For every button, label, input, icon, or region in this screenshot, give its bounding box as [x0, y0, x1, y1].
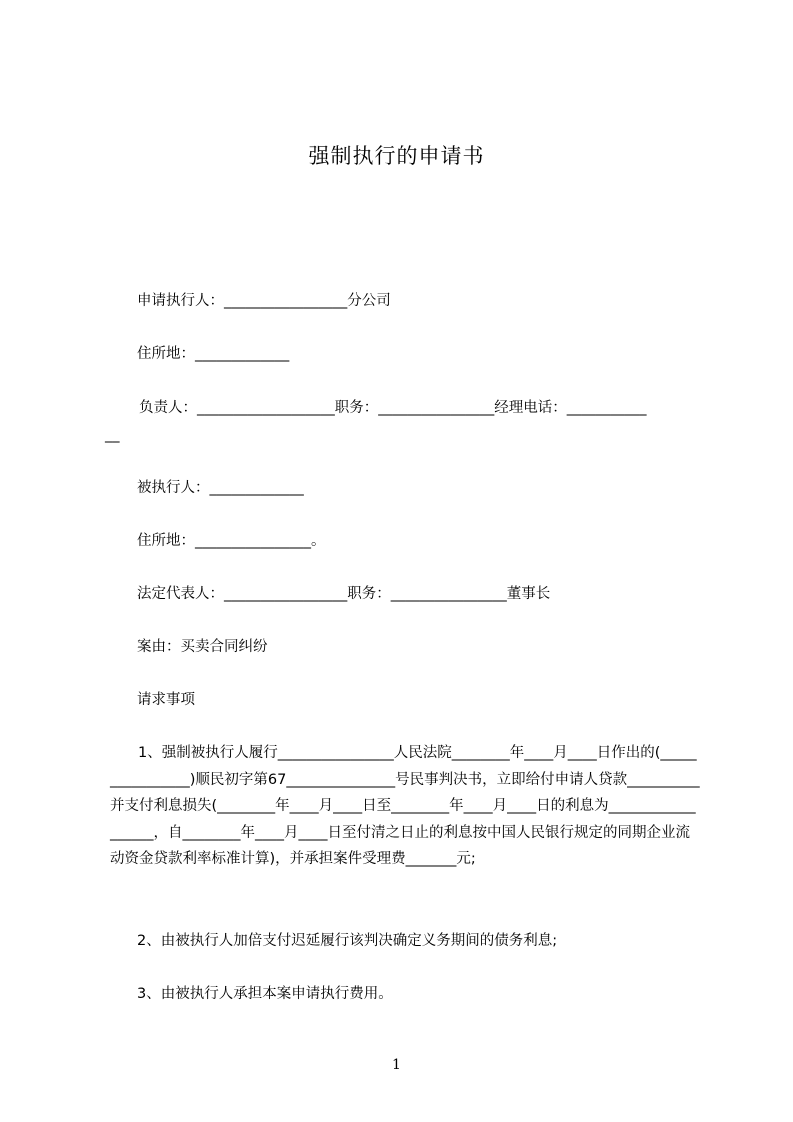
document-title: 强制执行的申请书 [308, 144, 485, 168]
person-in-charge-line: 负责人：___________________职务：________________经理电话：___________ [139, 400, 647, 416]
request-item-1-text: 1、强制被执行人履行________________人民法院________年____月____日作出的(________________)顺民初字第67_______________号民事判决书，立即给付申请人贷款__________并支付利息损失(________年____月____日至________年____月____日的利息为__________________，自________年____月____日至付清之日止的利息按中国人民银行规定的同期企业流动资金贷款利率标准计算)，并承担案件受理费_______元; [110, 745, 700, 867]
request-item-1 [110, 740, 700, 873]
request-item-3: 3、由被执行人承担本案申请执行费用。 [137, 986, 393, 1002]
respondent-address-line: 住所地：________________。 [137, 533, 326, 549]
person-in-charge-line-continued: __ [105, 427, 120, 443]
applicant-address-line: 住所地：_____________ [137, 346, 290, 362]
applicant-line: 申请执行人：_________________分公司 [137, 293, 391, 309]
legal-representative-line: 法定代表人：_________________职务：________________董事长 [137, 586, 551, 602]
respondent-line: 被执行人：_____________ [137, 480, 304, 496]
requests-heading: 请求事项 [137, 692, 195, 708]
page-number: 1 [392, 1057, 401, 1073]
request-item-2: 2、由被执行人加倍支付迟延履行该判决确定义务期间的债务利息; [137, 933, 558, 949]
case-cause-line: 案由：买卖合同纠纷 [137, 639, 268, 655]
